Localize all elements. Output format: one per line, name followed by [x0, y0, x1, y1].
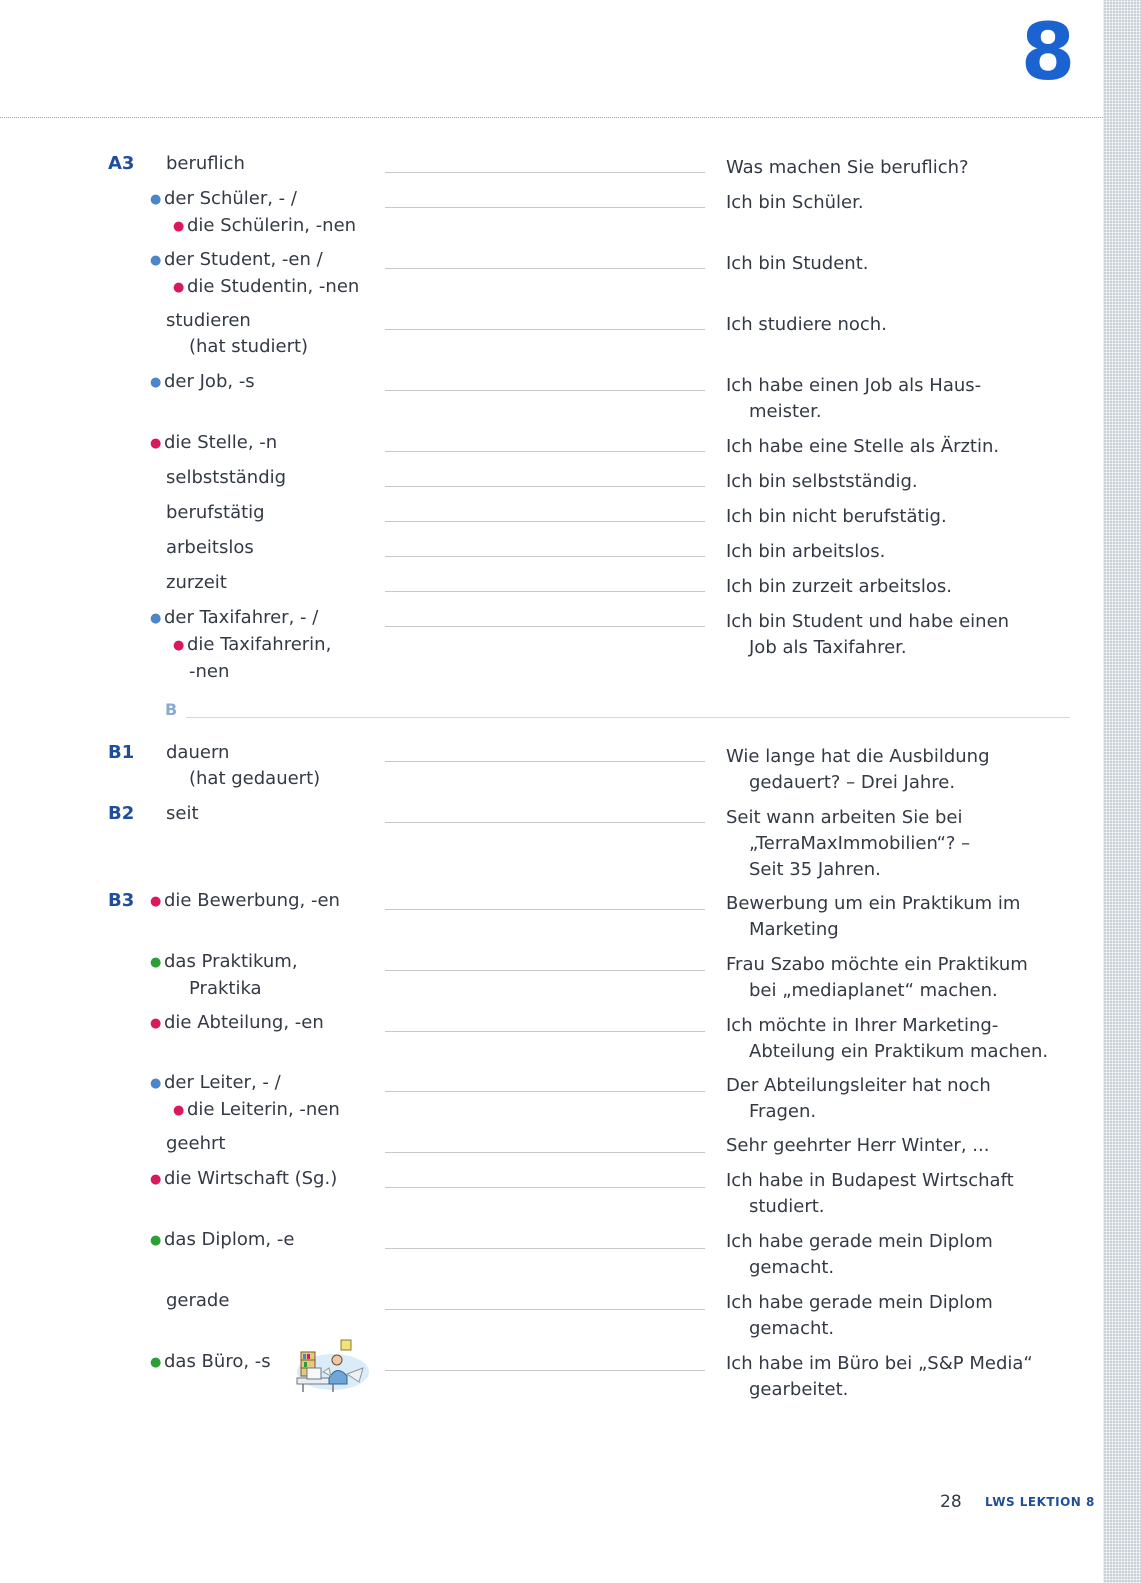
vocab-term: ● der Leiter, - / ● die Leiterin, -nen — [150, 1070, 380, 1124]
vocab-term: berufstätig — [166, 502, 265, 523]
example-sentence: Sehr geehrter Herr Winter, ... — [726, 1135, 990, 1156]
feminine-dot-icon: ● — [173, 638, 185, 653]
vocab-term: gerade — [166, 1290, 230, 1311]
vocab-term: ● der Taxifahrer, - / ● die Taxifahrerin, -nen — [150, 607, 332, 682]
masculine-dot-icon: ● — [150, 611, 162, 626]
example-sentence: Der Abteilungsleiter hat noch Fragen. — [726, 1075, 991, 1122]
section-label-b3: B3 — [108, 890, 135, 911]
answer-line — [385, 1187, 705, 1188]
example-sentence: Ich habe in Budapest Wirtschaft studiert. — [726, 1170, 1014, 1217]
example-sentence: Ich bin arbeitslos. — [726, 541, 886, 562]
example-sentence: Seit wann arbeiten Sie bei „TerraMaxImmobilien“? – Seit 35 Jahren. — [726, 807, 971, 880]
vocab-term: selbstständig — [166, 467, 287, 488]
example-sentence: Ich habe gerade mein Diplom gemacht. — [726, 1231, 993, 1278]
answer-line — [385, 329, 705, 330]
vocab-term: ● das Praktikum, Praktika — [150, 951, 298, 999]
answer-line — [385, 970, 705, 971]
answer-line — [385, 1031, 705, 1032]
example-sentence: Ich bin Student. — [726, 253, 869, 274]
answer-line — [385, 390, 705, 391]
feminine-dot-icon: ● — [173, 1103, 185, 1118]
answer-line — [385, 822, 705, 823]
feminine-dot-icon: ● — [150, 1172, 162, 1187]
chapter-number: 8 — [1020, 8, 1076, 98]
example-sentence: Ich habe eine Stelle als Ärztin. — [726, 436, 1000, 457]
section-label-b1: B1 — [108, 742, 135, 763]
example-sentence: Ich möchte in Ihrer Marketing- Abteilung ein Praktikum machen. — [726, 1015, 1049, 1062]
answer-line — [385, 1091, 705, 1092]
section-b-heading: B — [165, 700, 178, 719]
vocab-term: arbeitslos — [166, 537, 254, 558]
feminine-dot-icon: ● — [173, 280, 185, 295]
example-sentence: Was machen Sie beruflich? — [726, 157, 969, 178]
answer-line — [385, 1152, 705, 1153]
neuter-dot-icon: ● — [150, 1233, 162, 1248]
example-sentence: Frau Szabo möchte ein Praktikum bei „mediaplanet“ machen. — [726, 954, 1028, 1001]
masculine-dot-icon: ● — [150, 253, 162, 268]
page-number: 28 — [940, 1492, 962, 1512]
vocab-term: ● die Wirtschaft (Sg.) — [150, 1166, 380, 1193]
answer-line — [385, 626, 705, 627]
example-sentence: Wie lange hat die Ausbildung gedauert? – Drei Jahre. — [726, 746, 990, 793]
vocab-term: studieren (hat studiert) — [166, 310, 309, 357]
answer-line — [385, 172, 705, 173]
example-sentence: Ich studiere noch. — [726, 314, 887, 335]
vocab-term — [150, 151, 380, 177]
vocab-term: ● das Diplom, -e — [150, 1227, 380, 1254]
vocab-term: dauern (hat gedauert) — [166, 742, 321, 789]
vocab-term: ● der Student, -en / ● die Studentin, -nen — [150, 247, 380, 301]
answer-line — [385, 556, 705, 557]
answer-line — [385, 1370, 705, 1371]
example-sentence: Ich bin nicht berufstätig. — [726, 506, 947, 527]
example-sentence: Ich bin Student und habe einen Job als Taxifahrer. — [726, 611, 1010, 658]
example-sentence: Ich habe einen Job als Haus- meister. — [726, 375, 982, 422]
section-label-a3: A3 — [108, 153, 135, 174]
answer-line — [385, 591, 705, 592]
answer-line — [385, 1309, 705, 1310]
answer-line — [385, 909, 705, 910]
vocab-term: zurzeit — [166, 572, 227, 593]
vocab-term: geehrt — [166, 1133, 226, 1154]
masculine-dot-icon: ● — [150, 192, 162, 207]
example-sentence: Ich bin zurzeit arbeitslos. — [726, 576, 952, 597]
vocab-term: ● der Job, -s — [150, 369, 380, 396]
answer-line — [385, 521, 705, 522]
vocab-term: ● der Schüler, - / ● die Schülerin, -nen — [150, 186, 380, 240]
answer-line — [385, 451, 705, 452]
feminine-dot-icon: ● — [150, 436, 162, 451]
example-sentence: Ich habe gerade mein Diplom gemacht. — [726, 1292, 993, 1339]
vocab-term: ● das Büro, -s — [150, 1349, 380, 1376]
example-sentence: Ich bin Schüler. — [726, 192, 864, 213]
answer-line — [385, 761, 705, 762]
answer-line — [385, 207, 705, 208]
vocab-term: seit — [166, 803, 199, 824]
section-b-rule — [186, 717, 1070, 718]
masculine-dot-icon: ● — [150, 375, 162, 390]
term-line: beruflich — [166, 153, 245, 174]
office-illustration — [293, 1338, 371, 1396]
example-sentence: Ich bin selbstständig. — [726, 471, 918, 492]
neuter-dot-icon: ● — [150, 955, 162, 970]
masculine-dot-icon: ● — [150, 1076, 162, 1091]
vocab-term: ● die Abteilung, -en — [150, 1010, 380, 1037]
answer-line — [385, 486, 705, 487]
footer-label: LWS LEKTION 8 — [985, 1495, 1095, 1509]
answer-line — [385, 1248, 705, 1249]
answer-line — [385, 268, 705, 269]
vocab-term: ● die Bewerbung, -en — [150, 888, 380, 915]
header-rule — [0, 117, 1103, 118]
neuter-dot-icon: ● — [150, 1355, 162, 1370]
page-edge-strip — [1103, 0, 1141, 1583]
example-sentence: Ich habe im Büro bei „S&P Media“ gearbeitet. — [726, 1353, 1033, 1400]
section-label-b2: B2 — [108, 803, 135, 824]
feminine-dot-icon: ● — [150, 1016, 162, 1031]
vocab-term: ● die Stelle, -n — [150, 430, 380, 457]
example-sentence: Bewerbung um ein Praktikum im Marketing — [726, 893, 1021, 940]
feminine-dot-icon: ● — [173, 219, 185, 234]
feminine-dot-icon: ● — [150, 894, 162, 909]
